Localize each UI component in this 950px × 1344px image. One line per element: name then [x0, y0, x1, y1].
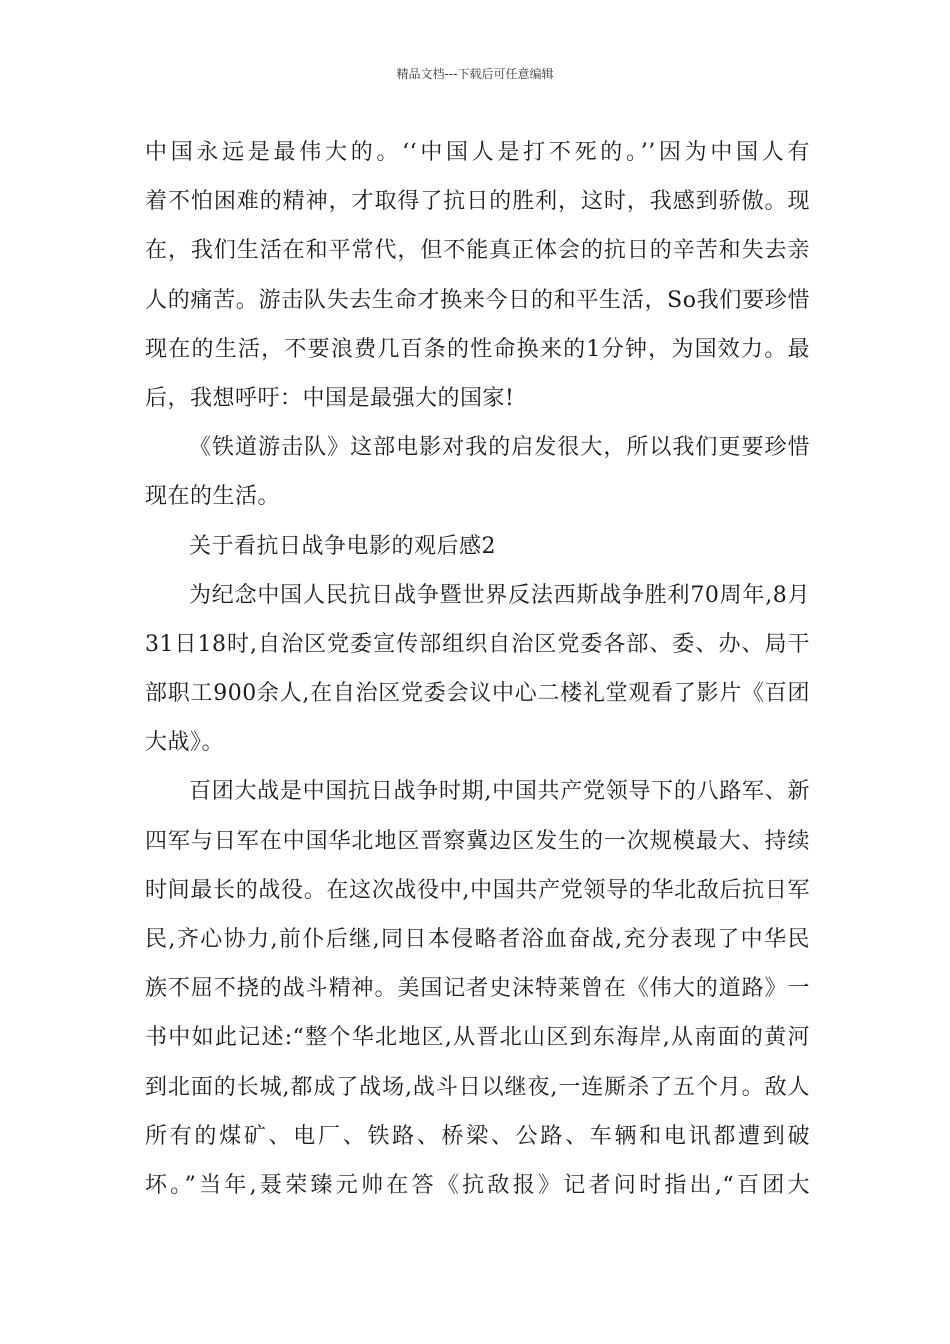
text-line: 所有的煤矿、电厂、铁路、桥梁、公路、车辆和电讯都遭到破 — [145, 1123, 810, 1149]
text-line: 民,齐心协力,前仆后继,同日本侵略者浴血奋战,充分表现了中华民 — [145, 927, 810, 952]
text-line: 现在的生活，不要浪费几百条的性命换来的1分钟，为国效力。最 — [145, 336, 810, 362]
text-line: 坏。”当年,聂荣臻元帅在答《抗敌报》记者问时指出,“百团大 — [145, 1172, 810, 1198]
text-line: 部职工900余人,在自治区党委会议中心二楼礼堂观看了影片《百团 — [145, 681, 810, 707]
text-line: 后，我想呼吁：中国是最强大的国家! — [145, 385, 515, 411]
section-title: 关于看抗日战争电影的观后感2 — [189, 533, 496, 559]
text-line: 人的痛苦。游击队失去生命才换来今日的和平生活，So我们要珍惜 — [145, 287, 810, 313]
text-line: 中国永远是最伟大的。‘‘中国人是打不死的。’’因为中国人有 — [145, 140, 810, 165]
paragraph-start-line: 《铁道游击队》这部电影对我的启发很大，所以我们更要珍惜 — [189, 435, 810, 461]
text-line: 在，我们生活在和平常代，但不能真正体会的抗日的辛苦和失去亲 — [145, 238, 810, 264]
paragraph-start-line: 为纪念中国人民抗日战争暨世界反法西斯战争胜利70周年,8月 — [189, 582, 810, 608]
paragraph-start-line: 百团大战是中国抗日战争时期,中国共产党领导下的八路军、新 — [189, 779, 810, 805]
text-line: 到北面的长城,都成了战场,战斗日以继夜,一连厮杀了五个月。敌人 — [145, 1074, 810, 1100]
text-line: 31日18时,自治区党委宣传部组织自治区党委各部、委、办、局干 — [145, 631, 810, 657]
text-line: 族不屈不挠的战斗精神。美国记者史沫特莱曾在《伟大的道路》一 — [145, 976, 810, 1002]
text-line: 时间最长的战役。在这次战役中,中国共产党领导的华北敌后抗日军 — [145, 877, 810, 903]
body-text — [145, 128, 810, 1210]
text-line: 四军与日军在中国华北地区晋察冀边区发生的一次规模最大、持续 — [145, 828, 810, 854]
text-line: 书中如此记述:“整个华北地区,从晋北山区到东海岸,从南面的黄河 — [145, 1025, 810, 1051]
page-header: 精品文档---下载后可任意编辑 — [396, 67, 554, 81]
text-line: 大战》。 — [145, 730, 225, 756]
text-line: 着不怕困难的精神，才取得了抗日的胜利，这时，我感到骄傲。现 — [145, 189, 810, 215]
text-line: 现在的生活。 — [145, 484, 281, 510]
